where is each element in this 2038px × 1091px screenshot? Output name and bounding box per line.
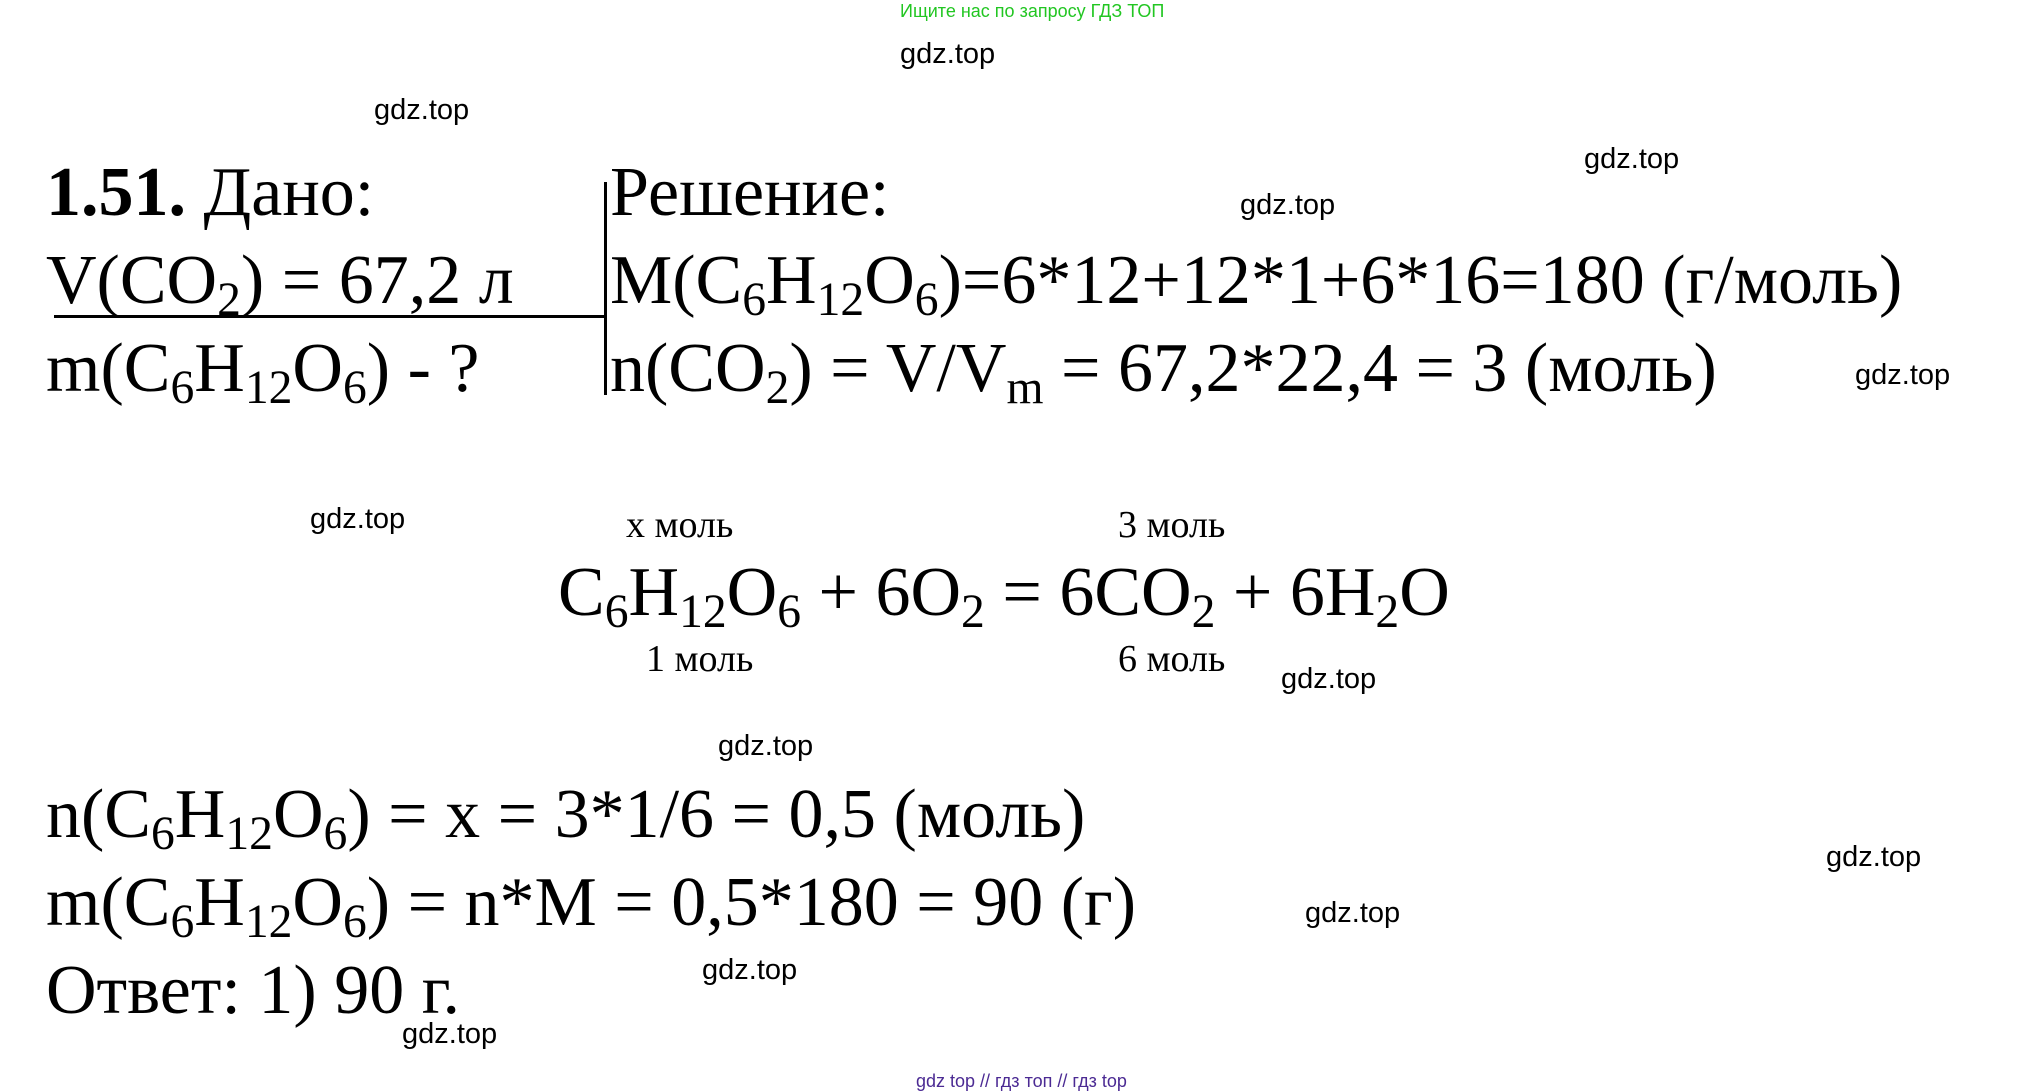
- watermark: gdz.top: [374, 94, 470, 126]
- watermark: gdz.top: [1240, 189, 1336, 221]
- reaction-equation: $C_6H_{12}O_6 + 6O_2 = 6CO_2 + 6H_2O$: [558, 554, 1450, 638]
- footer-links[interactable]: gdz top // гдз топ // гдз top: [916, 1071, 1127, 1091]
- watermark: gdz.top: [1584, 143, 1680, 175]
- solution-moles-co2: $n(CO_2) = V/V_m = 67,2*22,4 = 3$ (моль): [610, 330, 1717, 414]
- reaction-above-left: x моль: [626, 504, 734, 546]
- reaction-below-left: 1 моль: [646, 638, 754, 680]
- watermark: gdz.top: [1281, 663, 1377, 695]
- given-divider-vertical: [604, 182, 607, 395]
- problem-number: 1.51.: [46, 154, 186, 231]
- watermark: gdz.top: [900, 38, 996, 70]
- watermark: gdz.top: [1305, 897, 1401, 929]
- watermark: gdz.top: [402, 1018, 498, 1050]
- watermark: gdz.top: [702, 954, 798, 986]
- reaction-above-right: 3 моль: [1118, 504, 1226, 546]
- given-label: Дано:: [203, 154, 375, 231]
- problem-header: [46, 154, 375, 231]
- watermark: gdz.top: [310, 503, 406, 535]
- reaction-below-right: 6 моль: [1118, 638, 1226, 680]
- watermark: gdz.top: [1855, 359, 1951, 391]
- watermark: gdz.top: [1826, 841, 1922, 873]
- top-banner: Ищите нас по запросу ГДЗ ТОП: [900, 1, 1165, 21]
- calc-mass-glucose: $m(C_6H_{12}O_6) = n*M = 0,5*180 = 90$ (г): [46, 864, 1137, 948]
- calc-moles-glucose: $n(C_6H_{12}O_6) = x = 3*1/6 = 0,5$ (моль): [46, 776, 1086, 860]
- answer: Ответ: 1) 90 г.: [46, 952, 461, 1029]
- solution-molar-mass: $M(C_6H_{12}O_6)=6*12+12*1+6*16=180$ (г/моль): [610, 242, 1903, 326]
- solution-label: Решение:: [610, 154, 890, 231]
- given-unknown: $m(C_6H_{12}O_6)$ - ?: [46, 330, 480, 414]
- given-volume: $V(CO_2) = 67,2$ л: [46, 242, 514, 326]
- watermark: gdz.top: [718, 730, 814, 762]
